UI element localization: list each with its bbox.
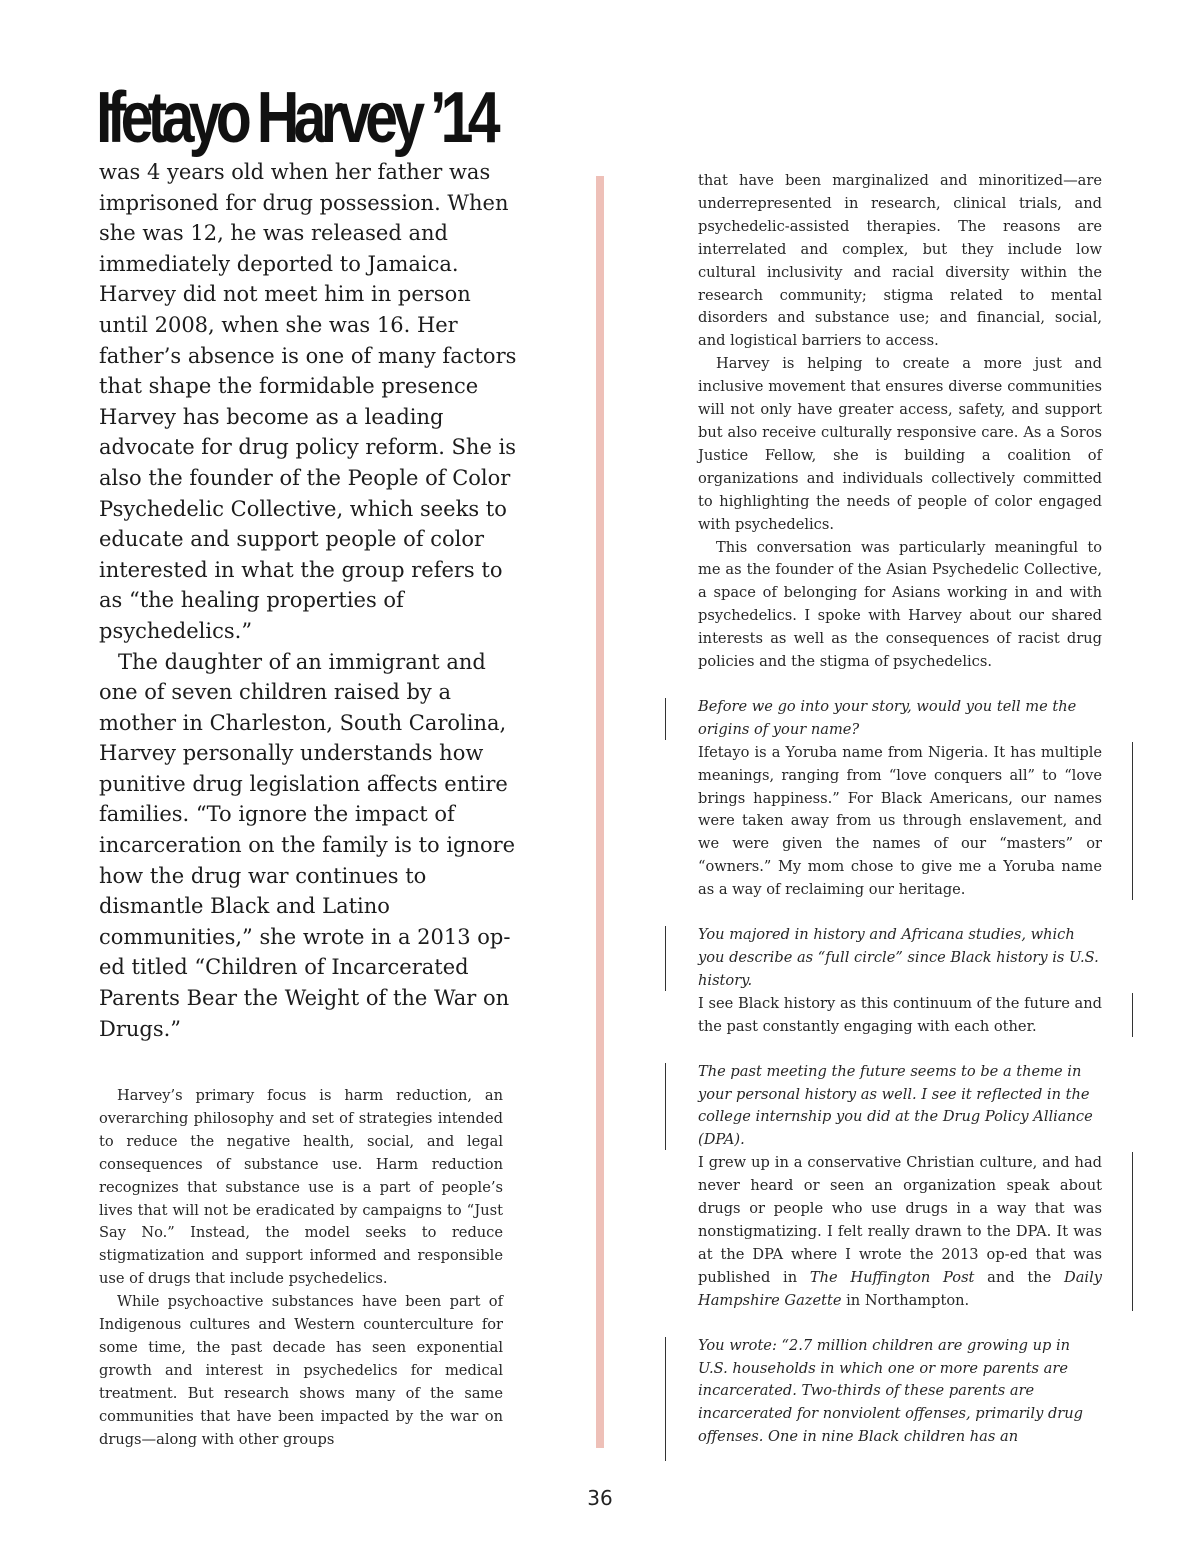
qa-block: [698, 924, 1102, 1039]
body-column-right: [698, 170, 1102, 1449]
interview-answer: Ifetayo is a Yoruba name from Nigeria. It has multiple meanings, ranging from “love conquers all” to “love brings happiness.” For Black Americans, our names were taken away from us through enslavement, and we were given the names of our “masters” or “owners.” My mom chose to give me a Yoruba name as a way of reclaiming our heritage.: [698, 742, 1102, 902]
page-number: 36: [587, 1486, 613, 1510]
interview-question: You wrote: “2.7 million children are growing up in U.S. households in which one or more parents are incarcerated. Two-thirds of these parents are incarcerated for nonviolent offenses, primarily drug offenses. One in nine Black children has an: [698, 1335, 1102, 1450]
answer-text: I grew up in a conservative Christian culture, and had never heard or seen an organization speak about drugs or people who use drugs in a way that was nonstigmatizing. I felt really drawn to the DPA. It was at the DPA where I wrote the 2013 op-ed that was published in: [698, 1154, 1102, 1286]
body-paragraph: Harvey’s primary focus is harm reduction, an overarching philosophy and set of strategies intended to reduce the negative health, social, and legal consequences of substance use. Harm reduction recognizes that substance use is a part of people’s lives that will not be eradicated by campaigns to “Just Say No.” Instead, the model seeks to reduce stigmatization and support informed and responsible use of drugs that include psychedelics.: [99, 1087, 503, 1288]
interview-question: The past meeting the future seems to be a theme in your personal history as well. I see it reflected in the college internship you did at the Drug Policy Alliance (DPA).: [698, 1061, 1102, 1153]
article-title: Ifetayo Harvey ’14: [96, 78, 495, 158]
body-paragraph: Harvey is helping to create a more just and inclusive movement that ensures diverse communities will not only have greater access, safety, and support but also receive culturally responsive care. As a Soros Justice Fellow, she is building a coalition of organizations and individuals collectively committed to highlighting the needs of people of color engaged with psychedelics.: [698, 355, 1102, 533]
interview-question: You majored in history and Africana studies, which you describe as “full circle” since Black history is U.S. history.: [698, 924, 1102, 993]
interview-question: Before we go into your story, would you tell me the origins of your name?: [698, 696, 1102, 742]
lead-paragraph: was 4 years old when her father was imprisoned for drug possession. When she was 12, he was released and immediately deported to Jamaica. Harvey did not meet him in person until 2008, when she was 16. Her father’s absence is one of many factors that shape the formidable presence Harvey has become as a leading advocate for drug policy reform. She is also the founder of the People of Color Psychedelic Collective, which seeks to educate and support people of color interested in what the group refers to as “the healing properties of psychedelics.”: [99, 160, 517, 643]
qa-block: [698, 1335, 1102, 1450]
answer-text: in Northampton.: [841, 1291, 970, 1309]
body-paragraph: This conversation was particularly meaningful to me as the founder of the Asian Psychedelic Collective, a space of belonging for Asians working in and with psychedelics. I spoke with Harvey about our shared interests as well as the consequences of racist drug policies and the stigma of psychedelics.: [698, 538, 1102, 671]
qa-block: [698, 696, 1102, 902]
publication-name: The Huffington Post: [809, 1268, 975, 1286]
lead-paragraph: The daughter of an immigrant and one of seven children raised by a mother in Charleston, South Carolina, Harvey personally understands how punitive drug legislation affects entire families. “To ignore the impact of incarceration on the family is to ignore how the drug war continues to dismantle Black and Latino communities,” she wrote in a 2013 op-ed titled “Children of Incarcerated Parents Bear the Weight of the War on Drugs.”: [99, 649, 516, 1041]
interview-answer: I see Black history as this continuum of the future and the past constantly engaging with each other.: [698, 993, 1102, 1039]
column-divider-rule: [596, 176, 604, 1448]
qa-block: [698, 1061, 1102, 1313]
body-paragraph: While psychoactive substances have been part of Indigenous cultures and Western counterculture for some time, the past decade has seen exponential growth and interest in psychedelics for medical treatment. But research shows many of the same communities that have been impacted by the war on drugs—along with other groups: [99, 1293, 503, 1448]
body-paragraph: that have been marginalized and minoritized—are underrepresented in research, clinical trials, and psychedelic-assisted therapies. The reasons are interrelated and complex, but they include low cultural inclusivity and racial diversity within the research community; stigma related to mental disorders and substance use; and financial, social, and logistical barriers to access.: [698, 172, 1102, 350]
publication-name: Daily Hampshire Gazette: [698, 1268, 1102, 1309]
lead-paragraphs: [99, 157, 519, 1044]
answer-text: and the: [974, 1268, 1065, 1286]
interview-answer: [698, 1152, 1102, 1312]
body-column-left: [99, 1085, 503, 1452]
intro-paragraphs: [698, 170, 1102, 674]
